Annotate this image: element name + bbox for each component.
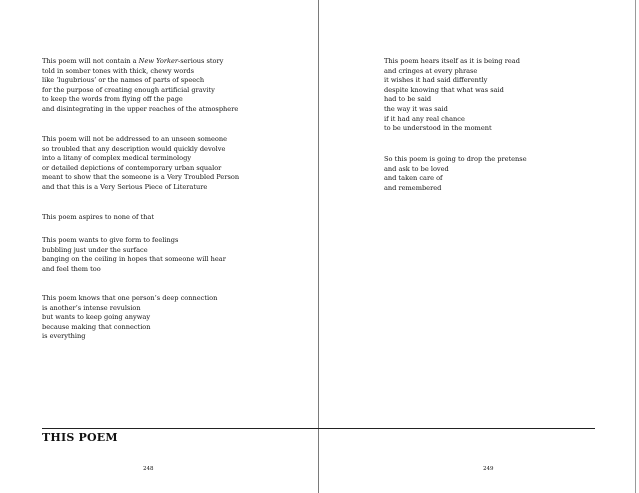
poem-line: into a litany of complex medical terminology [42, 154, 192, 163]
left-stanza-5 [42, 294, 217, 342]
poem-line: This poem knows that one person’s deep connection [42, 294, 218, 302]
poem-line: banging on the ceiling in hopes that someone will hear [42, 255, 226, 264]
poem-line: but wants to keep going anyway [42, 313, 151, 322]
poem-line: had to be said [384, 95, 432, 104]
poem-line: or detailed depictions of contemporary urban squalor [42, 163, 222, 172]
page-gutter [318, 0, 319, 493]
page-number-right: 249 [483, 466, 494, 472]
poem-line: This poem will not contain a New Yorker-serious story [42, 57, 224, 65]
left-stanza-2 [42, 135, 239, 193]
poem-line: and disintegrating in the upper reaches of the atmosphere [42, 104, 239, 113]
poem-line: and taken care of [384, 174, 443, 183]
poem-line: like ‘lugubrious’ or the names of parts of speech [42, 76, 205, 85]
poem-line: it wishes it had said differently [384, 76, 488, 85]
left-stanza-1 [42, 57, 238, 115]
title-rule [42, 428, 595, 429]
poem-line: is another’s intense revulsion [42, 303, 141, 312]
poem-line: meant to show that the someone is a Very Troubled Person [42, 173, 240, 182]
poem-line: and ask to be loved [384, 164, 449, 173]
poem-line: because making that connection [42, 322, 151, 331]
poem-line: so troubled that any description would quickly devolve [42, 144, 226, 153]
poem-line: This poem will not be addressed to an unseen someone [42, 135, 227, 143]
page-edge [635, 0, 636, 493]
poem-line: This poem hears itself as it is being read [384, 57, 520, 65]
poem-line: for the purpose of creating enough artificial gravity [42, 85, 215, 94]
poem-line: if it had any real chance [384, 114, 465, 123]
poem-line: to be understood in the moment [384, 124, 492, 133]
poem-line: bubbling just under the surface [42, 245, 148, 254]
poem-title: THIS POEM [42, 431, 118, 444]
poem-line: This poem aspires to none of that [42, 213, 155, 221]
poem-line: told in somber tones with thick, chewy words [42, 66, 195, 75]
poem-line: is everything [42, 332, 86, 341]
poem-line: and remembered [384, 183, 442, 192]
poem-line: to keep the words from flying off the page [42, 95, 183, 104]
poem-line: the way it was said [384, 104, 448, 113]
poem-line: and that this is a Very Serious Piece of Literature [42, 182, 208, 191]
right-stanza-1 [384, 57, 520, 134]
left-stanza-4 [42, 236, 226, 274]
page-number-left: 248 [143, 466, 154, 472]
left-stanza-3 [42, 213, 154, 223]
poem-line: This poem wants to give form to feelings [42, 236, 179, 244]
poem-line: and cringes at every phrase [384, 66, 478, 75]
poem-line: and feel them too [42, 264, 101, 273]
poem-line: despite knowing that what was said [384, 85, 504, 94]
right-stanza-2 [384, 155, 527, 193]
poem-line: So this poem is going to drop the pretense [384, 155, 527, 163]
